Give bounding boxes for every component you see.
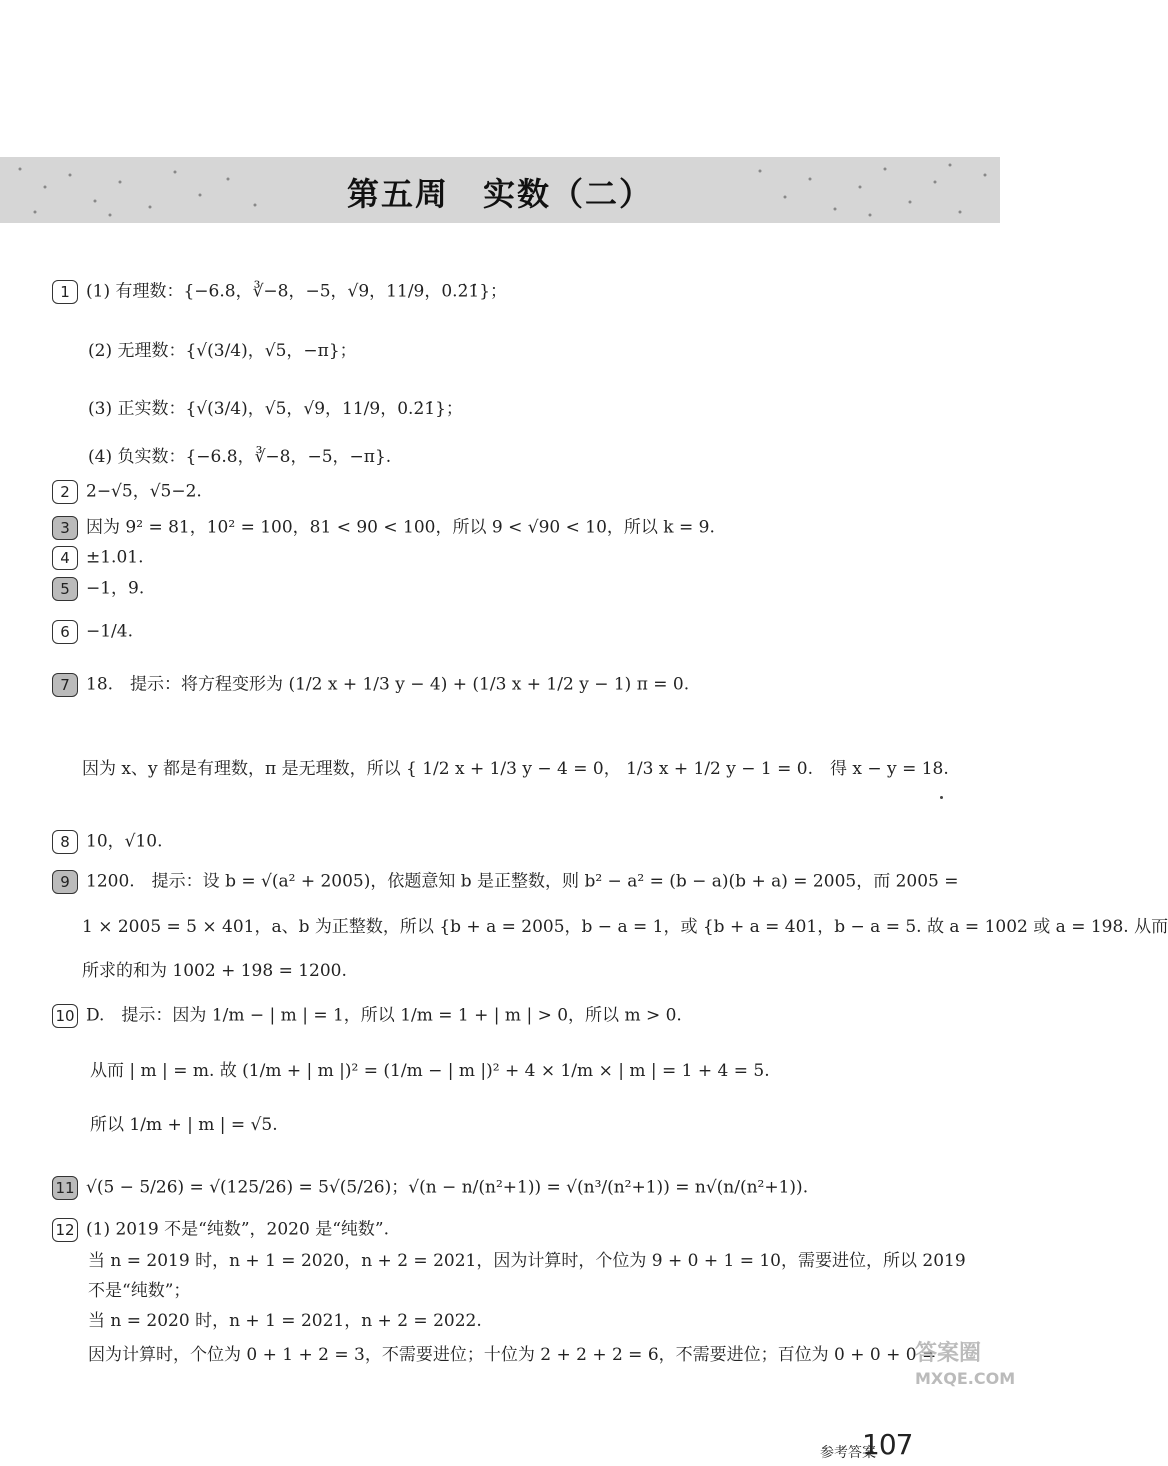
q5-line bbox=[52, 577, 144, 601]
question-number: 9 bbox=[52, 870, 78, 894]
q10-hint: D. 提示：因为 1/m − | m | = 1，所以 1/m = 1 + | m | > 0，所以 m > 0. bbox=[86, 1005, 682, 1026]
q1-line-4 bbox=[88, 446, 391, 468]
q9-line-1 bbox=[52, 870, 959, 894]
question-number: 4 bbox=[52, 546, 78, 570]
stray-mark bbox=[940, 796, 943, 799]
q2-answer: 2−√5，√5−2. bbox=[86, 481, 202, 502]
q10-conclusion: 所以 1/m + | m | = √5. bbox=[90, 1115, 278, 1135]
q12-digit-check: 因为计算时，个位为 0 + 1 + 2 = 3，不需要进位；十位为 2 + 2 + 2 = 6，不需要进位；百位为 0 + 0 + 0 = bbox=[88, 1345, 937, 1365]
q9-line-3 bbox=[82, 960, 347, 982]
q1-positive-real: (3) 正实数：{√(3/4)，√5，√9，11/9，0.2̇1̇}； bbox=[88, 399, 463, 419]
question-number: 10 bbox=[52, 1004, 78, 1028]
q8-answer: 10，√10. bbox=[86, 831, 163, 852]
question-number: 1 bbox=[52, 280, 78, 304]
q9-sum: 所求的和为 1002 + 198 = 1200. bbox=[82, 961, 347, 981]
q7-line-1 bbox=[52, 673, 689, 697]
q1-line-2 bbox=[88, 340, 357, 362]
section-banner bbox=[0, 157, 1000, 223]
question-number: 12 bbox=[52, 1218, 78, 1242]
q1-line-3 bbox=[88, 398, 463, 420]
q7-system: 因为 x、y 都是有理数，π 是无理数，所以 { 1/2 x + 1/3 y − 4 = 0， 1/3 x + 1/2 y − 1 = 0. 得 x − y = 18. bbox=[82, 759, 949, 779]
q12-part1: (1) 2019 不是“纯数”，2020 是“纯数”. bbox=[86, 1219, 389, 1240]
q1-negative-real: (4) 负实数：{−6.8，∛−8，−5，−π}. bbox=[88, 447, 392, 467]
q12-line-3 bbox=[88, 1280, 190, 1302]
q4-line bbox=[52, 546, 144, 570]
q3-answer: 因为 9² = 81，10² = 100，81 < 90 < 100，所以 9 < √90 < 10，所以 k = 9. bbox=[86, 517, 715, 538]
question-number: 3 bbox=[52, 516, 78, 540]
question-number: 7 bbox=[52, 673, 78, 697]
q9-hint: 1200. 提示：设 b = √(a² + 2005)，依题意知 b 是正整数，则 b² − a² = (b − a)(b + a) = 2005，而 2005 = bbox=[86, 871, 959, 892]
q6-line bbox=[52, 620, 133, 644]
q8-line bbox=[52, 830, 163, 854]
question-number: 8 bbox=[52, 830, 78, 854]
footer-label: 参考答案 bbox=[820, 1445, 876, 1461]
q12-line-5 bbox=[88, 1344, 936, 1366]
q9-cases: 1 × 2005 = 5 × 401，a、b 为正整数，所以 {b + a = 2005，b − a = 1，或 {b + a = 401，b − a = 5. 故 a = 1002 或 a = 198. 从而 bbox=[82, 917, 1168, 937]
watermark-url: MXQE.COM bbox=[915, 1368, 1016, 1388]
question-number: 5 bbox=[52, 577, 78, 601]
q4-answer: ±1.01. bbox=[86, 547, 144, 568]
q1-irrational: (2) 无理数：{√(3/4)，√5，−π}； bbox=[88, 341, 357, 361]
q12-line-1 bbox=[52, 1218, 389, 1242]
q10-line-1 bbox=[52, 1004, 682, 1028]
q5-answer: −1，9. bbox=[86, 578, 145, 599]
q3-line bbox=[52, 516, 715, 540]
q10-derivation: 从而 | m | = m. 故 (1/m + | m |)² = (1/m − | m |)² + 4 × 1/m × | m | = 1 + 4 = 5. bbox=[90, 1061, 770, 1081]
question-number: 6 bbox=[52, 620, 78, 644]
q12-line-4 bbox=[88, 1310, 482, 1332]
watermark-logo bbox=[915, 1340, 1015, 1389]
q7-hint: 18. 提示：将方程变形为 (1/2 x + 1/3 y − 4) + (1/3 x + 1/2 y − 1) π = 0. bbox=[86, 674, 690, 695]
question-number: 2 bbox=[52, 480, 78, 504]
q10-line-3 bbox=[90, 1114, 278, 1136]
q9-line-2 bbox=[82, 916, 1168, 938]
watermark-text: 答案圈 bbox=[915, 1341, 982, 1366]
q1-rational: (1) 有理数：{−6.8，∛−8，−5，√9，11/9，0.2̇1̇}； bbox=[86, 281, 508, 302]
q12-line-2 bbox=[88, 1250, 966, 1272]
q1-line-1 bbox=[52, 280, 507, 304]
q11-line bbox=[52, 1176, 808, 1200]
q12-case-2020: 当 n = 2020 时，n + 1 = 2021，n + 2 = 2022. bbox=[88, 1311, 482, 1331]
q11-answer: √(5 − 5/26) = √(125/26) = 5√(5/26)；√(n − n/(n²+1)) = √(n³/(n²+1)) = n√(n/(n²+1)). bbox=[86, 1177, 809, 1198]
q12-case-2019: 当 n = 2019 时，n + 1 = 2020，n + 2 = 2021，因为计算时，个位为 9 + 0 + 1 = 10，需要进位，所以 2019 bbox=[88, 1251, 966, 1271]
q6-answer: −1/4. bbox=[86, 621, 134, 642]
q12-not-pure: 不是“纯数”； bbox=[88, 1281, 191, 1301]
q7-line-2 bbox=[82, 758, 949, 780]
question-number: 11 bbox=[52, 1176, 78, 1200]
page-title: 第五周 实数（二） bbox=[346, 175, 653, 213]
q10-line-2 bbox=[90, 1060, 770, 1082]
page-number: 107 bbox=[862, 1428, 913, 1461]
q2-line bbox=[52, 480, 202, 504]
